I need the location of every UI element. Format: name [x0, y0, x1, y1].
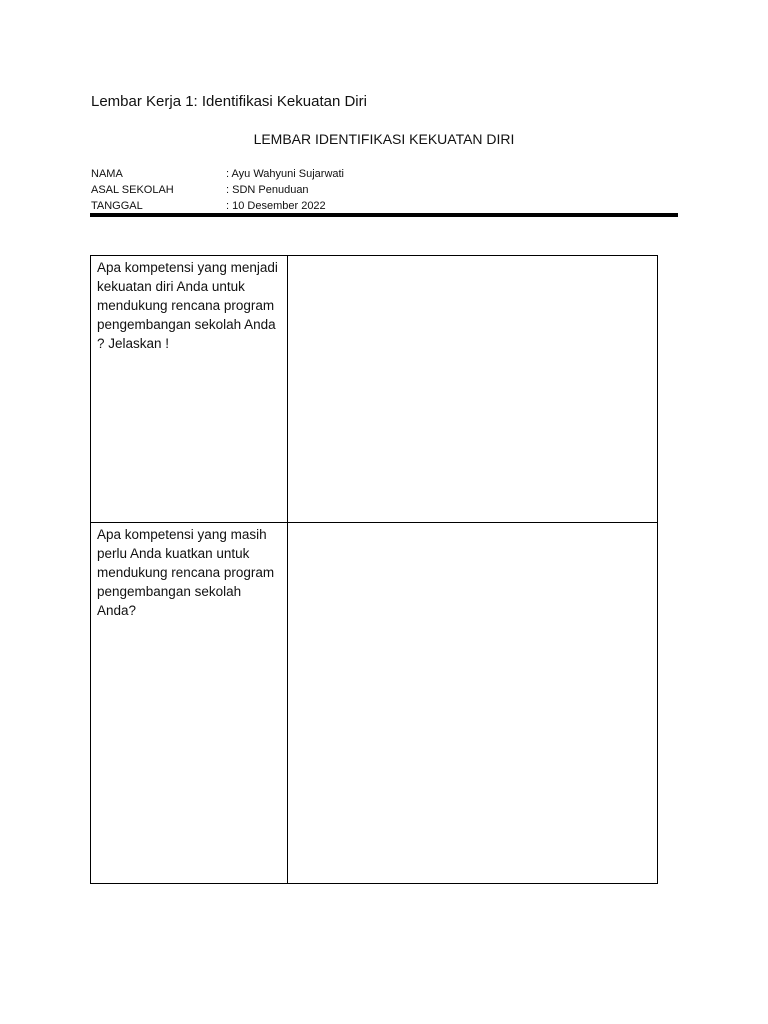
- meta-row-tanggal: [91, 198, 344, 214]
- meta-value-tanggal: : 10 Desember 2022: [226, 200, 326, 212]
- meta-label-asal-sekolah: ASAL SEKOLAH: [91, 184, 174, 196]
- worksheet-title: Lembar Kerja 1: Identifikasi Kekuatan Diri: [91, 93, 367, 110]
- table-row: [91, 523, 658, 884]
- answer-cell-1[interactable]: [288, 256, 658, 523]
- answer-cell-2[interactable]: [288, 523, 658, 884]
- meta-row-nama: [91, 166, 344, 182]
- question-table: [90, 255, 658, 884]
- meta-label-nama: NAMA: [91, 168, 123, 180]
- meta-label-tanggal: TANGGAL: [91, 200, 143, 212]
- table-row: [91, 256, 658, 523]
- meta-value-asal-sekolah: : SDN Penuduan: [226, 184, 309, 196]
- header-divider: [90, 213, 678, 217]
- identity-block: [91, 166, 344, 214]
- question-cell-2: Apa kompetensi yang masih perlu Anda kuatkan untuk mendukung rencana program pengembangan sekolah Anda?: [91, 523, 288, 884]
- meta-row-asal-sekolah: [91, 182, 344, 198]
- question-cell-1: Apa kompetensi yang menjadi kekuatan diri Anda untuk mendukung rencana program pengembangan sekolah Anda ? Jelaskan !: [91, 256, 288, 523]
- form-title: LEMBAR IDENTIFIKASI KEKUATAN DIRI: [253, 131, 515, 147]
- meta-value-nama: : Ayu Wahyuni Sujarwati: [226, 168, 345, 180]
